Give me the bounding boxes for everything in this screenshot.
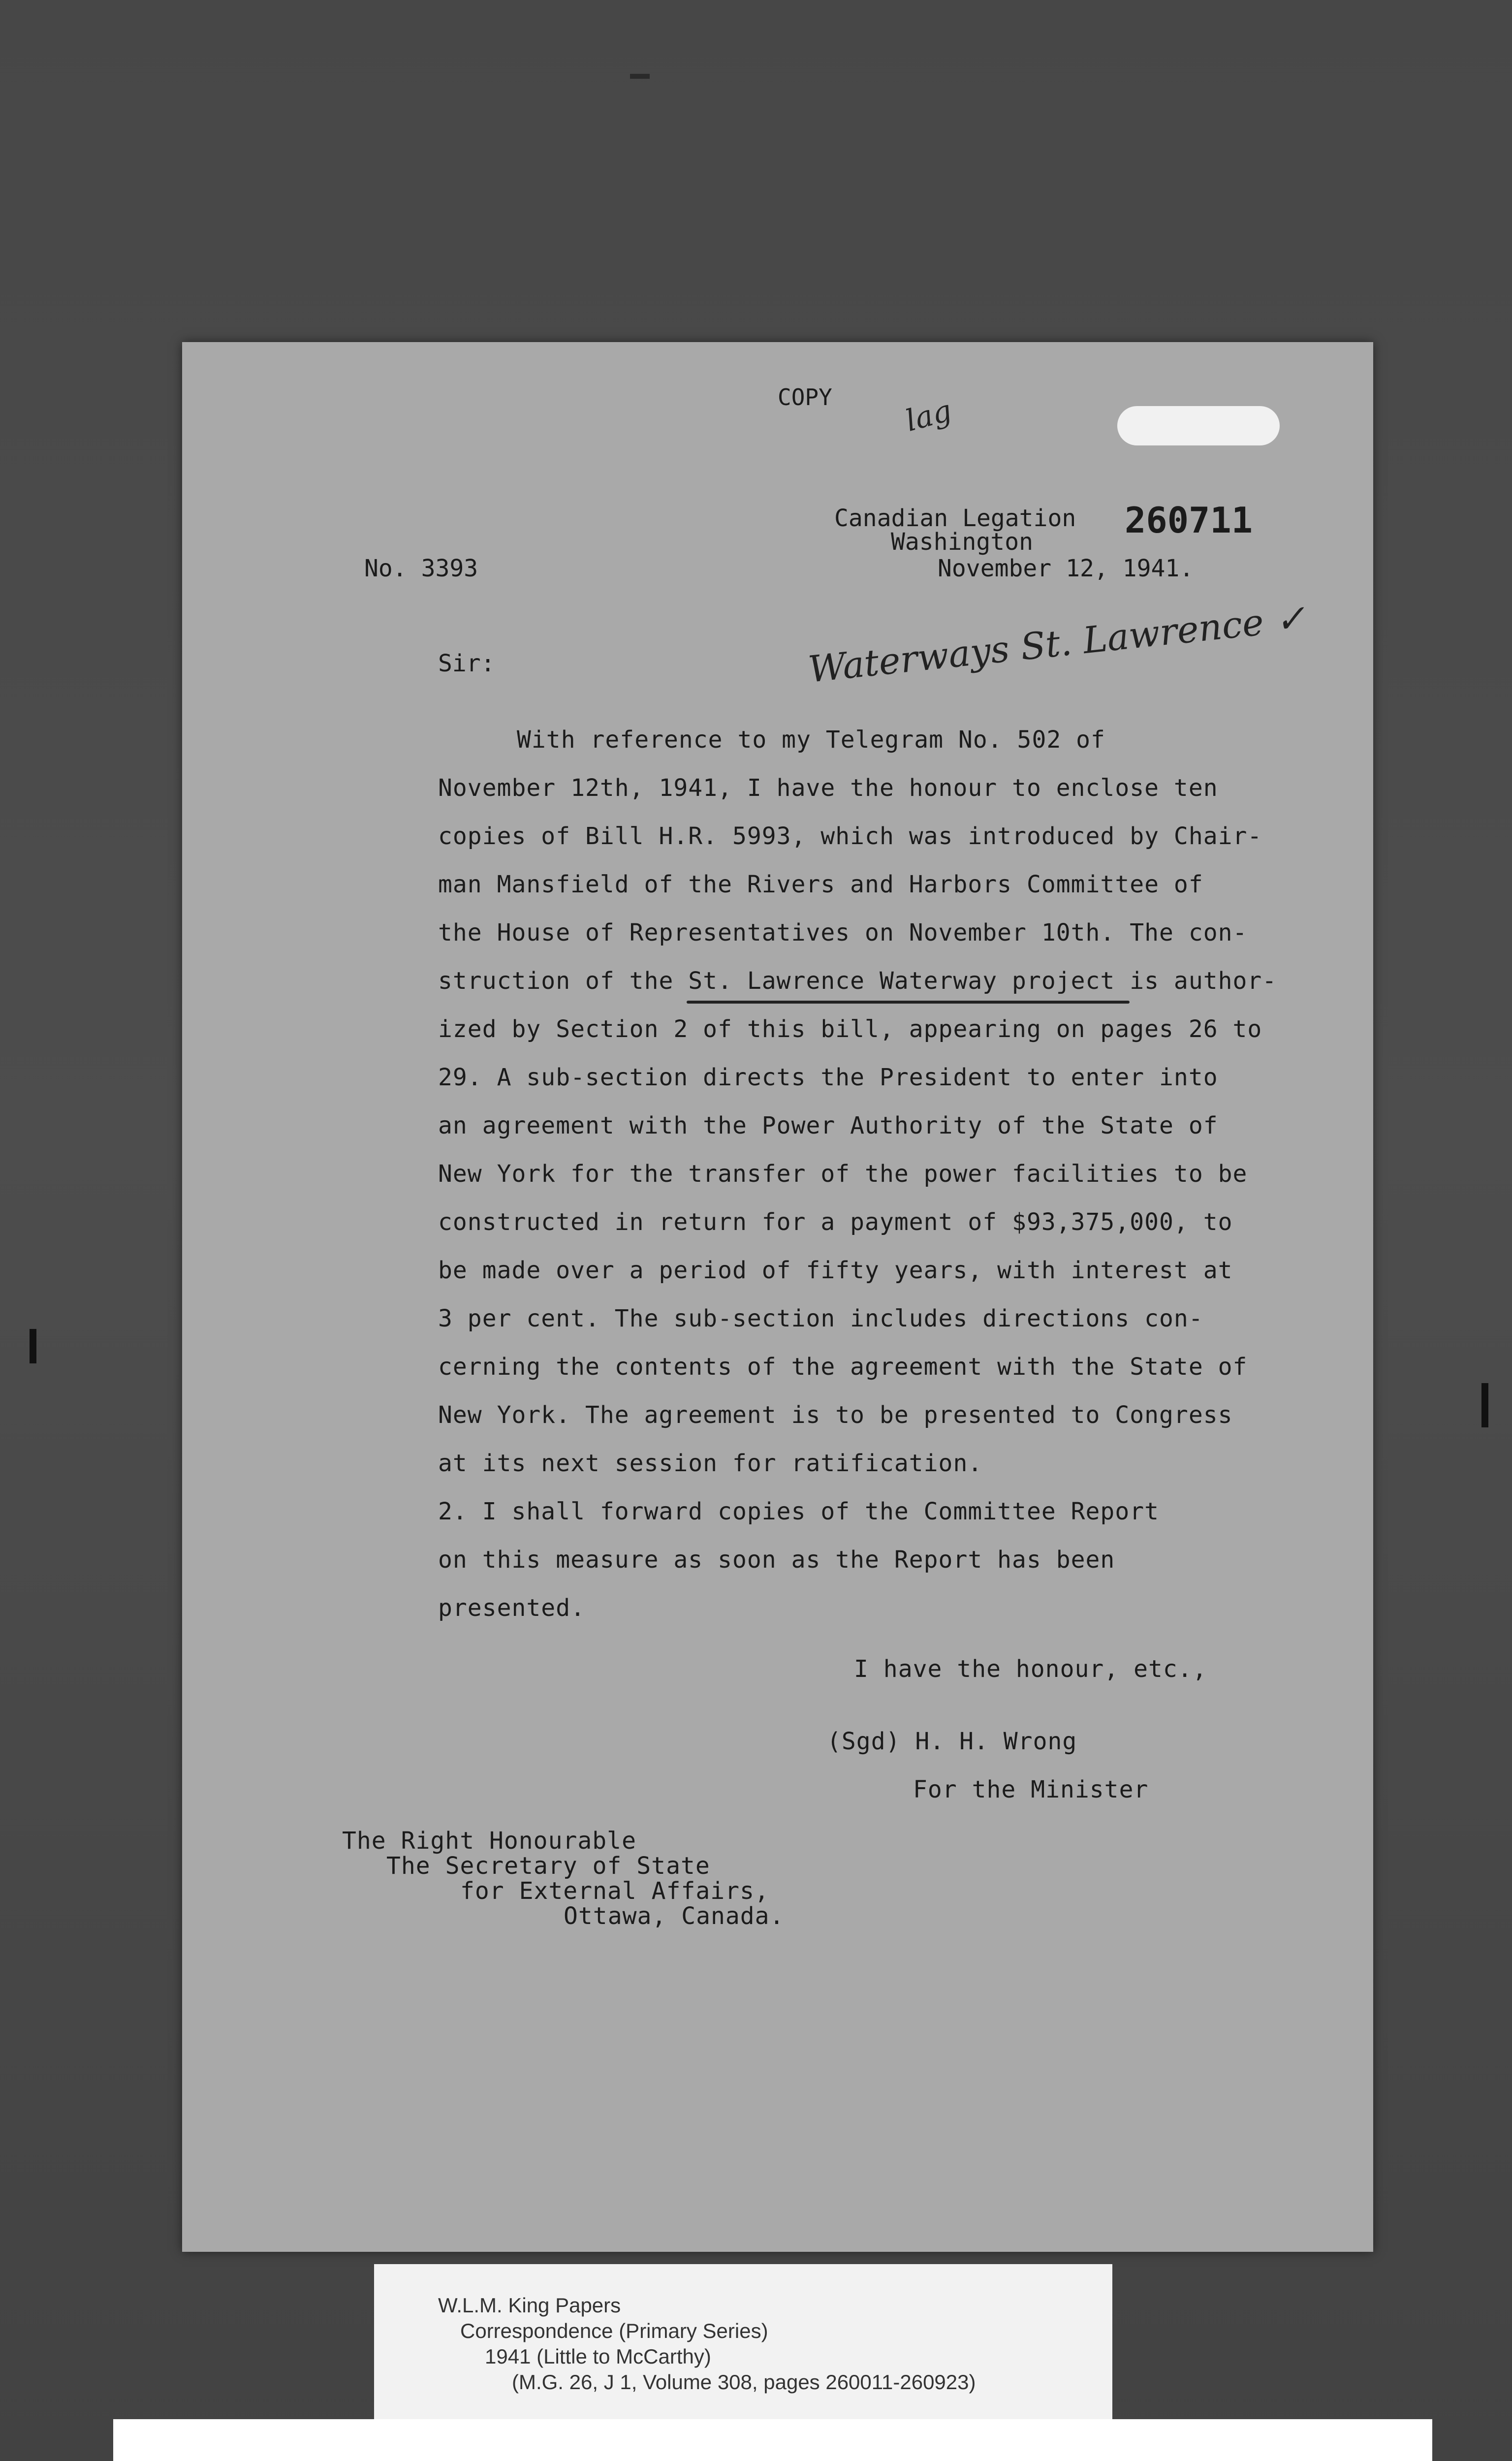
body-line: presented. [438, 1594, 585, 1622]
handwritten-underline [687, 1001, 1130, 1004]
recipient-line: Ottawa, Canada. [564, 1902, 785, 1930]
recipient-line: for External Affairs, [460, 1877, 769, 1905]
body-line: copies of Bill H.R. 5993, which was introduced by Chair- [438, 822, 1262, 850]
letter-date: November 12, 1941. [938, 555, 1194, 582]
label-line: W.L.M. King Papers [438, 2294, 621, 2317]
archive-reference-label [374, 2264, 1112, 2427]
body-line: New York. The agreement is to be presented to Congress [438, 1401, 1233, 1429]
reference-number: No. 3393 [364, 555, 478, 582]
body-line: constructed in return for a payment of $93,375,000, to [438, 1208, 1233, 1236]
body-line: ized by Section 2 of this bill, appearing on pages 26 to [438, 1015, 1262, 1043]
recipient-line: The Secretary of State [386, 1852, 710, 1880]
label-line: (M.G. 26, J 1, Volume 308, pages 260011-260923) [512, 2370, 976, 2394]
redaction-blob [1117, 406, 1280, 445]
document-number: 260711 [1125, 500, 1253, 541]
signature: (Sgd) H. H. Wrong [827, 1728, 1077, 1755]
body-line: struction of the St. Lawrence Waterway project is author- [438, 967, 1277, 995]
body-line: on this measure as soon as the Report has been [438, 1546, 1115, 1574]
body-line: be made over a period of fifty years, with interest at [438, 1257, 1233, 1284]
body-line: 3 per cent. The sub-section includes directions con- [438, 1305, 1203, 1332]
recipient-line: The Right Honourable [342, 1827, 636, 1855]
body-line: 2. I shall forward copies of the Committee Report [438, 1498, 1160, 1525]
closing: I have the honour, etc., [854, 1655, 1207, 1683]
letter-page [182, 342, 1373, 2252]
label-line: Correspondence (Primary Series) [460, 2319, 768, 2342]
label-line: 1941 (Little to McCarthy) [485, 2345, 711, 2368]
body-line: New York for the transfer of the power facilities to be [438, 1160, 1248, 1188]
archives-banner [113, 2419, 1432, 2461]
body-line: November 12th, 1941, I have the honour to enclose ten [438, 774, 1218, 802]
sender-line: Washington [891, 528, 1033, 556]
body-line: 29. A sub-section directs the President to enter into [438, 1064, 1218, 1091]
background-mark [630, 74, 650, 79]
body-line: at its next session for ratification. [438, 1450, 983, 1477]
salutation: Sir: [438, 650, 495, 677]
body-line: cerning the contents of the agreement with the State of [438, 1353, 1248, 1381]
body-line: the House of Representatives on November 10th. The con- [438, 919, 1248, 947]
body-line: With reference to my Telegram No. 502 of [517, 726, 1105, 754]
copy-label: COPY [778, 384, 832, 410]
body-line: man Mansfield of the Rivers and Harbors Committee of [438, 871, 1203, 898]
signature-title: For the Minister [913, 1776, 1149, 1803]
body-line: an agreement with the Power Authority of the State of [438, 1112, 1218, 1139]
background-mark [1481, 1383, 1488, 1427]
background-mark [30, 1329, 36, 1363]
handwritten-annotation: Waterways St. Lawrence ✓ [806, 597, 1308, 691]
sender-line: Canadian Legation [834, 505, 1076, 532]
handwritten-initials: lag [902, 393, 955, 439]
